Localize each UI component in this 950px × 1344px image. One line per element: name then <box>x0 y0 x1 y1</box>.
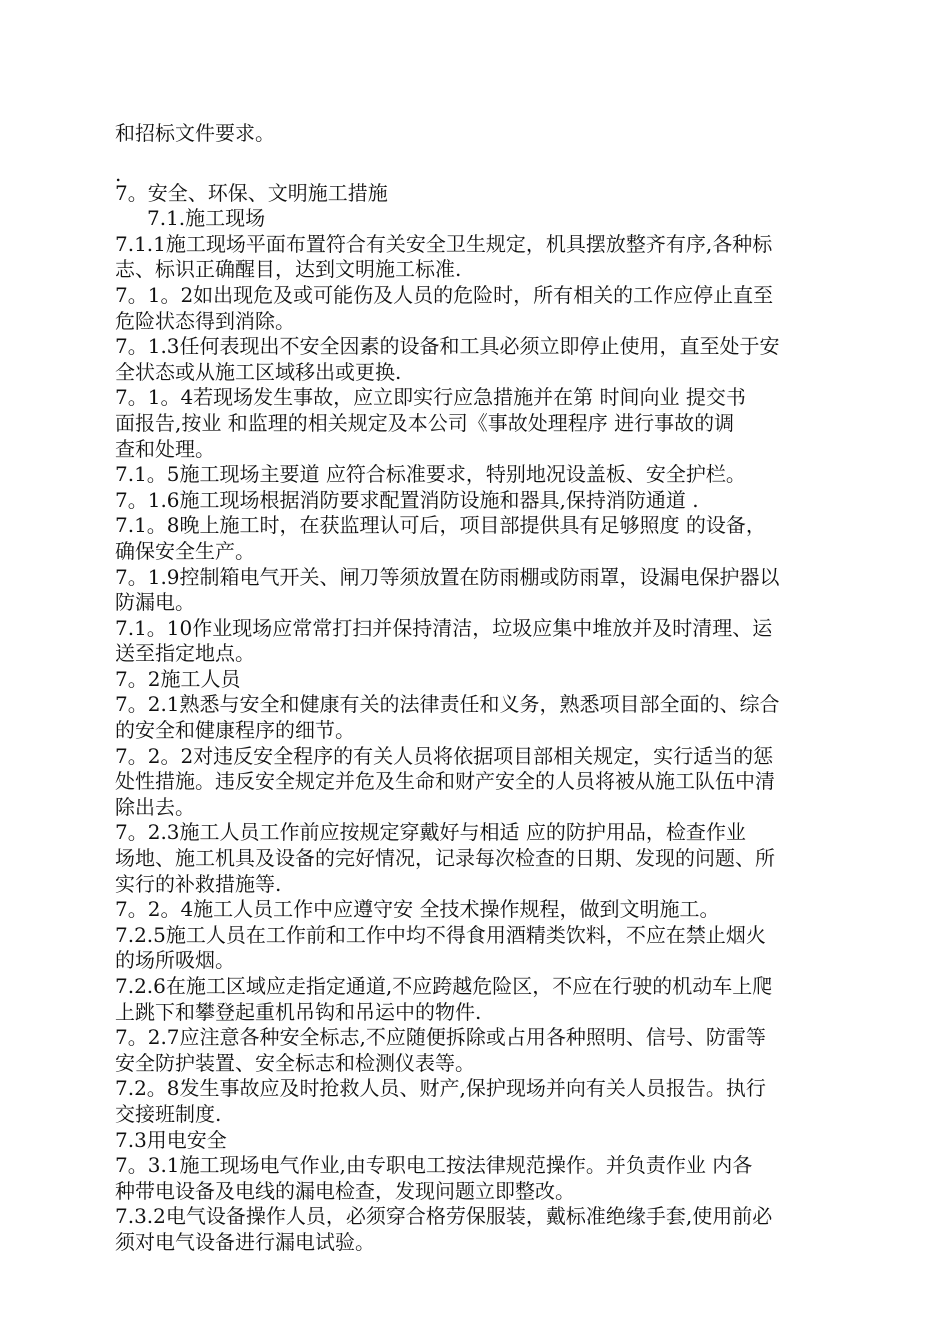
text-line: 实行的补救措施等. <box>115 871 282 896</box>
text-line: 场地、施工机具及设备的完好情况，记录每次检查的日期、发现的问题、所 <box>115 846 775 871</box>
text-line: 7。1.6施工现场根据消防要求配置消防设施和器具,保持消防通道 . <box>115 487 699 512</box>
spacer <box>115 147 865 167</box>
text-line: 7。1.3任何表现出不安全因素的设备和工具必须立即停止使用，直至处于安 <box>115 334 780 359</box>
text-line: 7.1。8晚上施工时，在获监理认可后，项目部提供具有足够照度 的设备， <box>115 513 766 538</box>
text-line: 安全防护装置、安全标志和检测仪表等。 <box>115 1050 475 1075</box>
text-line: 送至指定地点。 <box>115 641 255 666</box>
section-heading: 7。2施工人员 <box>115 666 241 691</box>
subsection-heading: 7.1.施工现场 <box>147 206 266 231</box>
document-page <box>115 121 865 1256</box>
text-line: 上跳下和攀登起重机吊钩和吊运中的物件. <box>115 999 482 1024</box>
section-heading: 7.3用电安全 <box>115 1127 227 1152</box>
text-line: 面报告,按业 和监理的相关规定及本公司《事故处理程序 进行事故的调 <box>115 410 735 435</box>
text-line: 7。3.1施工现场电气作业,由专职电工按法律规范操作。并负责作业 内各 <box>115 1153 753 1178</box>
text-line: 危险状态得到消除。 <box>115 308 295 333</box>
text-line: 7.2。8发生事故应及时抢救人员、财产,保护现场并向有关人员报告。执行 <box>115 1076 766 1101</box>
text-line: 7。1。4若现场发生事故，应立即实行应急措施并在第 时间向业 提交书 <box>115 385 746 410</box>
text-line: 7.2.6在施工区域应走指定通道,不应跨越危险区，不应在行驶的机动车上爬 <box>115 974 773 998</box>
text-line: 7.2.5施工人员在工作前和工作中均不得食用酒精类饮料，不应在禁止烟火 <box>115 922 766 947</box>
text-line: 交接班制度. <box>115 1101 222 1126</box>
text-line: 全状态或从施工区域移出或更换. <box>115 359 402 384</box>
text-line: 查和处理。 <box>115 436 215 461</box>
text-line: 处性措施。违反安全规定并危及生命和财产安全的人员将被从施工队伍中清 <box>115 769 775 794</box>
text-line: 除出去。 <box>115 794 195 819</box>
text-line: 确保安全生产。 <box>115 538 255 563</box>
text-line: 7。2.3施工人员工作前应按规定穿戴好与相适 应的防护用品，检查作业 <box>115 820 746 845</box>
section-heading: 7。安全、环保、文明施工措施 <box>115 180 388 205</box>
text-line: 的安全和健康程序的细节。 <box>115 718 355 743</box>
text-line: 7。1。2如出现危及或可能伤及人员的危险时，所有相关的工作应停止直至 <box>115 282 774 307</box>
text-line: 7.1。10作业现场应常常打扫并保持清洁，垃圾应集中堆放并及时清理、运 <box>115 615 773 640</box>
text-line: 7。2。4施工人员工作中应遵守安 全技术操作规程，做到文明施工。 <box>115 897 720 922</box>
text-line: 7。2。2对违反安全程序的有关人员将依据项目部相关规定，实行适当的惩 <box>115 743 774 768</box>
text-line: 种带电设备及电线的漏电检查，发现问题立即整改。 <box>115 1178 575 1203</box>
text-line: 防漏电。 <box>115 590 195 615</box>
text-line: 7.3.2电气设备操作人员，必须穿合格劳保服装，戴标准绝缘手套,使用前必 <box>115 1204 773 1229</box>
text-line: . <box>115 161 122 186</box>
text-line: 7。2.1熟悉与安全和健康有关的法律责任和义务，熟悉项目部全面的、综合 <box>115 692 780 717</box>
text-line: 7.1.1施工现场平面布置符合有关安全卫生规定，机具摆放整齐有序,各种标 <box>115 231 773 256</box>
text-line: 的场所吸烟。 <box>115 948 235 973</box>
text-line: 和招标文件要求。 <box>115 121 275 145</box>
text-line: 志、标识正确醒目，达到文明施工标准. <box>115 257 462 282</box>
text-line: 7。1.9控制箱电气开关、闸刀等须放置在防雨棚或防雨罩，设漏电保护器以 <box>115 564 780 589</box>
text-line: 7。2.7应注意各种安全标志,不应随便拆除或占用各种照明、信号、防雷等 <box>115 1025 766 1050</box>
text-line: 7.1。5施工现场主要道 应符合标准要求，特别地况设盖板、安全护栏。 <box>115 462 746 487</box>
text-line: 须对电气设备进行漏电试验。 <box>115 1229 375 1254</box>
